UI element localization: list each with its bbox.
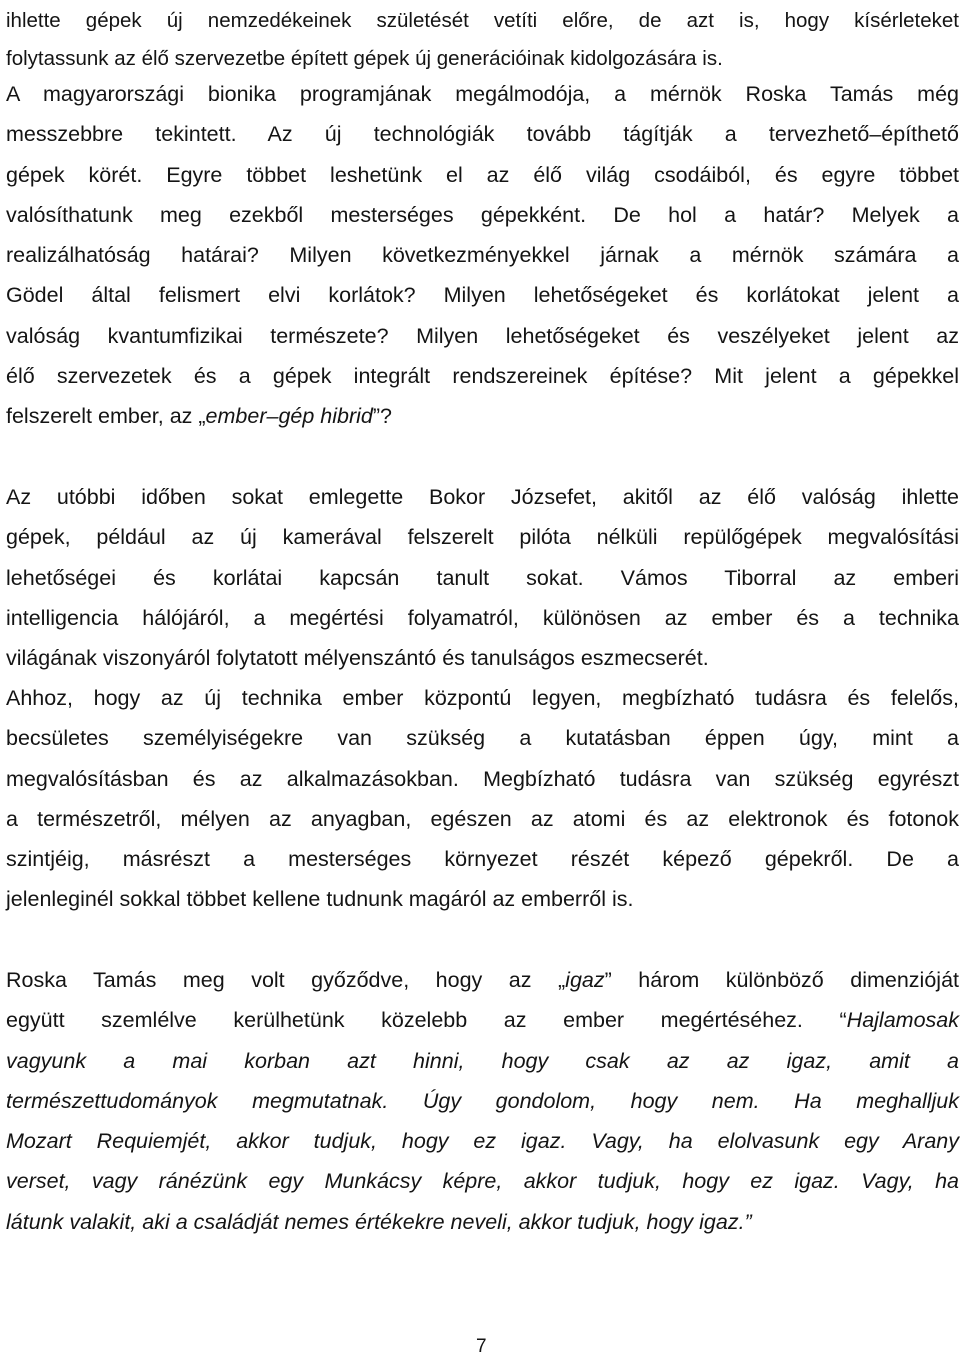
- quote-line: vagyunk a mai korban azt hinni, hogy csak az az igaz, amit a: [6, 1048, 959, 1073]
- text-line: intelligencia hálójáról, a megértési folyamatról, különösen az ember és a technika: [6, 605, 959, 630]
- text-line: jelenleginél sokkal többet kellene tudnunk magáról az emberről is.: [6, 887, 634, 912]
- text-line: valóság kvantumfizikai természete? Milyen lehetőségeket és veszélyeket jelent az: [6, 323, 959, 348]
- paragraph-continuation: [6, 2, 959, 78]
- text-line: a természetről, mélyen az anyagban, egészen az atomi és az elektronok és fotonok: [6, 806, 959, 831]
- paragraph-bokor-vamos: [6, 477, 959, 678]
- quote-line: természettudományok megmutatnak. Úgy gondolom, hogy nem. Ha meghalljuk: [6, 1088, 959, 1113]
- text-line: Gödel által felismert elvi korlátok? Milyen lehetőségeket és korlátokat jelent a: [6, 283, 959, 308]
- text-segment: felszerelt ember, az „: [6, 404, 206, 429]
- text-line: realizálhatóság határai? Milyen következményekkel járnak a mérnök számára a: [6, 243, 959, 268]
- text-line: élő szervezetek és a gépek integrált rendszereinek építése? Mit jelent a gépekkel: [6, 364, 959, 389]
- italic-phrase: ember–gép hibrid: [205, 404, 373, 429]
- page-number: 7: [476, 1336, 487, 1357]
- quote-line: látunk valakit, aki a családját nemes értékekre neveli, akkor tudjuk, hogy igaz.”: [6, 1209, 752, 1234]
- text-line: [6, 960, 959, 1000]
- quote-line: Mozart Requiemjét, akkor tudjuk, hogy ez igaz. Vagy, ha elolvasunk egy Arany: [6, 1129, 959, 1154]
- paragraph-human-centered: [6, 678, 959, 920]
- text-line: becsületes személyiségekre van szükség a kutatásban éppen úgy, mint a: [6, 726, 959, 751]
- text-segment: ”?: [372, 404, 393, 429]
- text-line: megvalósításban és az alkalmazásokban. Megbízható tudásra van szükség egyrészt: [6, 766, 959, 791]
- text-line: lehetőségei és korlátai kapcsán tanult sokat. Vámos Tiborral az emberi: [6, 565, 959, 590]
- italic-phrase: igaz: [565, 968, 605, 992]
- text-line: szintjéig, másrészt a mesterséges környezet részét képező gépekről. De a: [6, 847, 959, 872]
- text-segment: együtt szemlélve kerülhetünk közelebb az ember megértéséhez. “: [6, 1008, 847, 1033]
- text-segment: ” három különböző dimenzióját: [604, 968, 959, 992]
- text-line: világának viszonyáról folytatott mélyenszántó és tanulságos eszmecserét.: [6, 646, 709, 671]
- text-line: valósíthatunk meg ezekből mesterséges gépekként. De hol a határ? Melyek a: [6, 202, 959, 227]
- text-line: folytassunk az élő szervezetbe épített gépek új generációinak kidolgozására is.: [6, 47, 723, 70]
- text-line: A magyarországi bionika programjának megálmodója, a mérnök Roska Tamás még: [6, 82, 959, 106]
- text-line: messzebbre tekintett. Az új technológiák tovább tágítják a tervezhető–építhető: [6, 122, 959, 147]
- text-line: [6, 396, 959, 436]
- paragraph-roska-vision: [6, 74, 959, 437]
- text-line: Az utóbbi időben sokat emlegette Bokor Józsefet, akitől az élő valóság ihlette: [6, 485, 959, 509]
- italic-phrase: Hajlamosak: [846, 1008, 959, 1033]
- text-line: gépek, például az új kamerával felszerelt pilóta nélküli repülőgépek megvalósítási: [6, 525, 959, 550]
- document-page: [6, 0, 959, 1358]
- text-line: [6, 1000, 959, 1040]
- paragraph-three-dimensions-of-truth: [6, 960, 959, 1242]
- text-line: Ahhoz, hogy az új technika ember központú legyen, megbízható tudásra és felelős,: [6, 686, 959, 710]
- quote-line: verset, vagy ránézünk egy Munkácsy képre, akkor tudjuk, hogy ez igaz. Vagy, ha: [6, 1169, 959, 1194]
- text-segment: Roska Tamás meg volt győződve, hogy az „: [6, 968, 566, 992]
- text-line: gépek körét. Egyre többet leshetünk el az élő világ csodáiból, és egyre többet: [6, 162, 959, 187]
- text-line: ihlette gépek új nemzedékeinek születését vetíti előre, de azt is, hogy kísérleteket: [6, 9, 959, 32]
